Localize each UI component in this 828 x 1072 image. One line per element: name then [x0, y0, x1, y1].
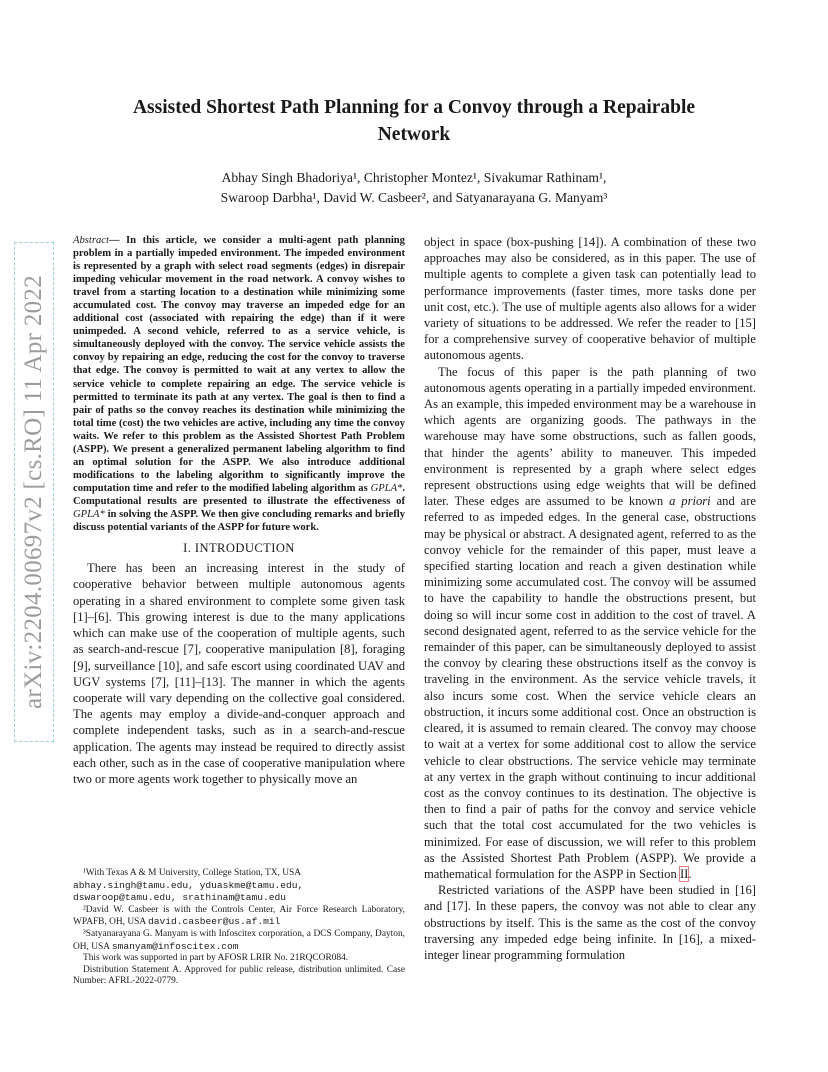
abstract-label: Abstract: [73, 235, 109, 246]
gpla-star-term: GPLA*: [370, 482, 403, 494]
email-list[interactable]: dswaroop@tamu.edu, srathinam@tamu.edu: [73, 892, 287, 904]
footnote-1: ¹With Texas A & M University, College Station, TX, USA abhay.singh@tamu.edu, yduaskme@tamu.edu, dswaroop@tamu.edu, srathinam@tamu.edu: [73, 868, 304, 904]
paper-title: [40, 94, 788, 148]
footnote-3: ³Satyanarayana G. Manyam is with Infoscitex corporation, a DCS Company, Dayton, OH, USA smanyam@infoscitex.com: [73, 928, 405, 952]
authors-line-2: Swaroop Darbha¹, David W. Casbeer², and Satyanarayana G. Manyam³: [220, 190, 608, 205]
email-link[interactable]: smanyam@infoscitex.com: [111, 940, 239, 952]
email-list[interactable]: abhay.singh@tamu.edu, yduaskme@tamu.edu,: [73, 879, 304, 891]
abstract-text-c: in solving the ASPP. We then give concluding remarks and briefly discuss potential variants of the ASPP for future work.: [73, 508, 405, 534]
intro-paragraph-3: Restricted variations of the ASPP have been studied in [16] and [17]. In these papers, the convoy was not able to clear any obstructions by itself. This is the same as the cost of the convoy traversing any impeded edge being infinite. In [16], a mixed-integer linear programming formulation: [424, 883, 756, 962]
a-priori-term: a priori: [669, 494, 711, 509]
abstract-text-a: In this article, we consider a multi-agent path planning problem in a partially impeded environment. The impeded environment is represented by a graph with select road segments (edges) in disrepair impeding vehicular movement in the road network. A convoy wishes to travel from a starting location to a destination while minimizing some accumulated cost. The convoy may traverse an impeded edge for an additional cost (associated with repairing the edge) than if it were unimpeded. A second vehicle, referred to as a service vehicle, is simultaneously deployed with the convoy. The service vehicle assists the convoy by repairing an edge, reducing the cost for the convoy to traverse that edge. The convoy is permitted to wait at any vertex to allow the service vehicle to complete repairing an edge. The service vehicle is permitted to terminate its path at any vertex. The goal is then to find a pair of paths so the convoy reaches its destination while minimizing the total time (cost) the two vehicles are active, including any time the convoy waits. We refer to this problem as the Assisted Shortest Path Problem (ASPP). We present a generalized permanent labeling algorithm to find an optimal solution for the ASPP. We also introduce additional modifications to the labeling algorithm to significantly improve the computation time and refer to the modified labeling algorithm as: [73, 235, 405, 494]
introduction-heading: I. INTRODUCTION: [183, 541, 295, 556]
abstract: Abstract— In this article, we consider a multi-agent path planning problem in a partially impeded environment. The impeded environment is represented by a graph with select road segments (edges) in disrepair impeding vehicular movement in the road network. A convoy wishes to travel from a starting location to a destination while minimizing some accumulated cost. The convoy may traverse an impeded edge for an additional cost (associated with repairing the edge) than if it were unimpeded. A second vehicle, referred to as a service vehicle, is simultaneously deployed with the convoy. The service vehicle assists the convoy by repairing an edge, reducing the cost for the convoy to traverse that edge. The convoy is permitted to wait at any vertex to allow the service vehicle to complete repairing an edge. The service vehicle is permitted to terminate its path at any vertex. The goal is then to find a pair of paths so the convoy reaches its destination while minimizing the total time (cost) the two vehicles are active, including any time the convoy waits. We refer to this problem as the Assisted Shortest Path Problem (ASPP). We present a generalized permanent labeling algorithm to find an optimal solution for the ASPP. We also introduce additional modifications to the labeling algorithm to significantly improve the computation time and refer to the modified labeling algorithm as GPLA*. Computational results are presented to illustrate the effectiveness of GPLA* in solving the ASPP. We then give concluding remarks and briefly discuss potential variants of the ASPP for future work.: [73, 235, 405, 534]
intro-paragraph-1: There has been an increasing interest in the study of cooperative behavior between multiple autonomous agents operating in a shared environment to complete some given task [1]–[6]. This growing interest is due to the many applications which can make use of the cooperation of multiple agents, such as search-and-rescue [7], cooperative manipulation [8], foraging [9], surveillance [10], and safe escort using coordinated UAV and UGV systems [7], [11]–[13]. The manner in which the agents cooperate will vary depending on the collective goal considered. The agents may employ a divide-and-conquer approach and complete independent tasks, such as in a search-and-rescue application. The agents may instead be required to directly assist each other, such as in the case of cooperative manipulation where two or more agents work together to physically move an: [73, 561, 405, 786]
email-link[interactable]: david.casbeer@us.af.mil: [147, 916, 281, 928]
section-reference-link[interactable]: II: [679, 866, 689, 881]
arxiv-watermark[interactable]: [14, 242, 54, 752]
arxiv-identifier[interactable]: arXiv:2204.00697v2 [cs.RO] 11 Apr 2022: [20, 274, 47, 710]
distribution-statement: Distribution Statement A. Approved for public release, distribution unlimited. Case Number: AFRL-2022-0779.: [73, 964, 405, 987]
intro-paragraph-2: The focus of this paper is the path planning of two autonomous agents operating in a partially impeded environment. As an example, this impeded environment may be a warehouse in which agents are organizing goods. The pathways in the warehouse may have some obstructions, such as fallen goods, that hinder the agents’ ability to maneuver. This impeded environment is represented by a graph where select edges represent obstructions using edge weights that will be defined later. These edges are assumed to be known a priori and are referred to as impeded edges. In the general case, obstructions may be physical or abstract. A designated agent, referred to as the convoy vehicle for the remainder of this paper, must leave a specified starting location and reach a given destination while minimizing some accumulated cost. The convoy will be assumed to have the capability to handle the obstructions present, but doing so will incur some cost in addition to the cost of travel. A second designated agent, referred to as the service vehicle for the remainder of this paper, can be simultaneously deployed to assist the convoy by clearing these obstructions itself as the convoy is traveling in the environment. As the service vehicle travels, it also incurs some cost. When the service vehicle clears an obstruction, it incurs some additional cost. Once an obstruction is cleared, it is assumed to remain cleared. The convoy may choose to wait at a vertex for some additional cost to allow the service vehicle to clear obstructions. The service vehicle may terminate at any vertex in the graph without continuing to incur additional cost as the convoy continues to its destination. The objective is then to find a pair of paths for the convoy and service vehicle such that the total cost accumulated for the two vehicles is minimized. For ease of discussion, we will refer to this problem as the Assisted Shortest Path Problem (ASPP). We provide a mathematical formulation for the ASPP in Section II.: [424, 364, 756, 881]
author-list: [60, 168, 768, 208]
authors-line-1: Abhay Singh Bhadoriya¹, Christopher Montez¹, Sivakumar Rathinam¹,: [221, 170, 607, 185]
abstract-text-b: . Computational results are presented to illustrate the effectiveness of: [73, 482, 405, 507]
title-line-2: Network: [377, 124, 451, 145]
title-line-1: Assisted Shortest Path Planning for a Convoy through a Repairable: [132, 97, 696, 118]
left-column: [73, 234, 405, 787]
right-column: [424, 234, 756, 963]
footnote-2: ²David W. Casbeer is with the Controls Center, Air Force Research Laboratory, WPAFB, OH, USA david.casbeer@us.af.mil: [73, 904, 405, 928]
intro-paragraph-1-continued: object in space (box-pushing [14]). A combination of these two approaches may also be considered, as in this paper. The use of multiple agents to complete a given task can potentially lead to performance improvements (faster times, more tasks done per unit cost, etc.). The use of multiple agents also allows for a wider variety of situations to be addressed. We refer the reader to [15] for a comprehensive survey of cooperative behavior of multiple autonomous agents.: [424, 235, 756, 363]
footnotes: [73, 868, 405, 988]
funding-note: This work was supported in part by AFOSR LRIR No. 21RQCOR084.: [83, 953, 349, 964]
gpla-star-term: GPLA*: [73, 508, 105, 520]
